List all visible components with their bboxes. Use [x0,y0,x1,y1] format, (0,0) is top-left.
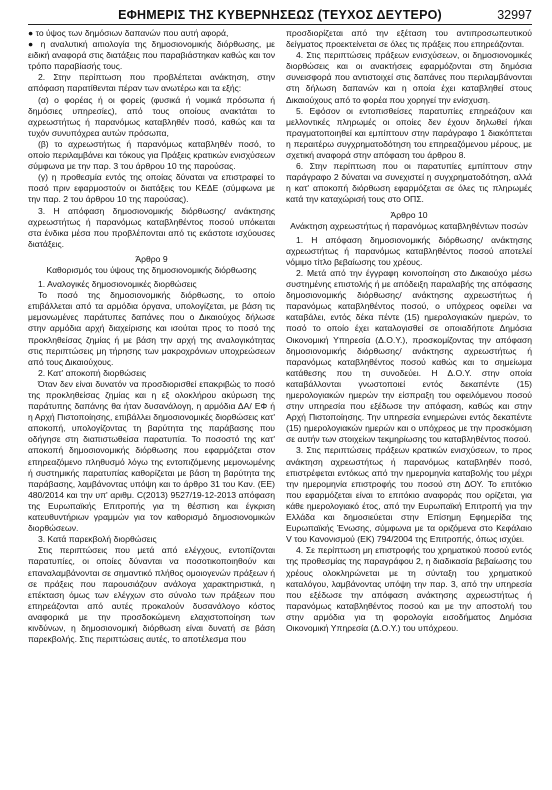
page-number: 32997 [497,8,532,22]
paragraph: 4. Στις περιπτώσεις πράξεων ενισχύσεων, οι δημοσιονομικές διορθώσεις και οι ανακτήσεις εφαρμόζονται στη δημόσια συνεισφορά που αντιστοιχεί στις δαπάνες που περιλαμβάνονται στη δήλωση δαπανών και η οποία έχει καταβληθεί στους Δικαιούχους από το φορέα που χορηγεί την ενίσχυση. [286,50,532,105]
subheading: 1. Αναλογικές δημοσιονομικές διορθώσεις [38,279,197,290]
gazette-title: ΕΦΗΜΕΡΙΣ ΤΗΣ ΚΥΒΕΡΝΗΣΕΩΣ (ΤΕΥΧΟΣ ΔΕΥΤΕΡΟ) [118,8,442,22]
subheading: 3. Κατά παρεκβολή διορθώσεις [38,534,157,545]
paragraph: 2. Μετά από την έγγραφη κοινοποίηση στο Δικαιούχο μέσω συστημένης επιστολής ή με απόδειξη παραλαβής της απόφασης δημοσιονομικής διόρθωσης/ ανάκτησης αχρεωστήτως ή παρανόμως καταβληθέντος ποσού, ο υπόχρεος οφείλει να καταβάλει, εντός δέκα πέντε (15) ημερολογιακών ημερών, το ποσό το οποίο έχει καταλογισθεί σε οποιαδήποτε Δημόσια Οικονομική Υπηρεσία (Δ.Ο.Υ.), προσκομίζοντας την απόφαση δημοσιονομικής διόρθωσης/ ανάκτησης αχρεωστήτως ή παρανόμως καταβληθέντος ποσού καθώς και το σημείωμα κατάθεσης που τη συνοδεύει. Η Δ.Ο.Υ. στην οποία καταβάλλονται γνωστοποιεί εντός δεκαπέντε (15) ημερολογιακών ημερών την είσπραξη του οφειλόμενου ποσού στην υπηρεσία που εξέδωσε την απόφαση, καθώς και στην Αρχή Πιστοποίησης. Την υπηρεσία ενημερώνει εντός δεκαπέντε (15) ημερολογιακών ημερών και ο υπόχρεος με την προσκόμιση σε αυτήν των στοιχείων τεκμηρίωσης του καταβληθέντος ποσού. [286,267,532,445]
bullet-justification: ● η αναλυτική αιτιολογία της δημοσιονομικής διόρθωσης, με ειδική αναφορά στις διατάξεις που παραβιάστηκαν καθώς και τον τρόπο παραβίασής τους. [28,39,275,72]
paragraph: Όταν δεν είναι δυνατόν να προσδιορισθεί επακριβώς το ποσό της προκληθείσας ζημίας και η εξ ολοκλήρου ακύρωση της παράτυπης δαπάνης θα ήταν δυσανάλογη, η αρμόδια ΔΑ/ ΕΦ ή η Αρχή Πιστοποίησης, επιβάλλει δημοσιονομικές διορθώσεις κατ' αποκοπή, υπολογίζοντας τη βαρύτητα της παράβασης που οδήγησε στη διαπιστωθείσα παρατυπία. Το ποσοστό της κατ' αποκοπή δημοσιονομικής διόρθωσης που εφαρμόζεται στον επηρεαζόμενο πληθυσμό λόγω της εντοπιζόμενης μεμονωμένης ή συστημικής παρατυπίας καθορίζεται με βάση τη βαρύτητα της παράβασης, λαμβάνοντας υπόψη και το άρθρο 31 του Καν. (ΕΕ) 480/2014 και την υπ' αριθμ. C(2013) 9527/19-12-2013 απόφαση της Ευρωπαϊκής Επιτροπής για τη θέσπιση και έγκριση κατευθυντήριων γραμμών για τον καθορισμό δημοσιονομικών διορθώσεων. [28,378,275,534]
paragraph: 4. Σε περίπτωση μη επιστροφής του χρηματικού ποσού εντός της προθεσμίας της παραγράφου 2, η διαδικασία βεβαίωσης του χρέους ολοκληρώνεται με τη σύνταξη του χρηματικού καταλόγου, λαμβάνοντας υπόψη την παρ. 3, από την υπηρεσία που εξέδωσε την απόφαση ανάκτησης αχρεωστήτως ή παρανόμως καταβληθέντος ποσού και με την αποστολή του στην αρμόδια για τη φορολογία εισοδήματος Δημόσια Οικονομική Υπηρεσία (Δ.Ο.Υ.) του υπόχρεου. [286,545,532,633]
right-column [286,28,532,634]
paragraph: προσδιορίζεται από την εξέταση του αντιπροσωπευτικού δείγματος προεκτείνεται σε όλες τις πράξεις που επηρεάζονται. [286,28,532,50]
article-heading: Άρθρο 9 [135,253,168,264]
paragraph: (γ) η προθεσμία εντός της οποίας δύναται να επιστραφεί το ποσό πριν εφαρμοστούν οι διατάξεις του ΚΕΔΕ (σύμφωνα με την παρ. 2 του άρθρου 10 της παρούσας). [28,172,275,205]
left-column [28,28,275,645]
article-title: Καθορισμός του ύψους της δημοσιονομικής διόρθωσης [46,264,257,275]
subheading: 2. Κατ' αποκοπή διορθώσεις [38,367,147,378]
paragraph: Στις περιπτώσεις που μετά από ελέγχους, εντοπίζονται παρατυπίες, οι οποίες δύνανται να ποσοτικοποιηθούν και επαναλαμβάνονται σε σημαντικό πλήθος ομοιογενών πράξεων ή σε πράξεις που παρουσιάζουν ανάλογα χαρακτηριστικά, η επέκταση όμως των ελέγχων στο σύνολο των πράξεων που επηρεάζονται από αυτές προκαλούν δυσανάλογο κόστος αναφορικά με την προσδοκώμενη ελαχιστοποίηση των κινδύνων, η δημοσιονομική διόρθωση είναι δυνατή σε βάση παρεκβολής. Στις περιπτώσεις αυτές, το αποτέλεσμα που [28,545,275,645]
paragraph: (β) το αχρεωστήτως ή παρανόμως καταβληθέν ποσό, το οποίο περιλαμβάνει και τόκους για Πράξεις κρατικών ενισχύσεων σύμφωνα με την παρ. 3 του άρθρου 10 της παρούσας. [28,138,275,172]
page-header [28,6,532,25]
paragraph: 5. Εφόσον οι εντοπισθείσες παρατυπίες επηρεάζουν και μελλοντικές πληρωμές οι οποίες δεν έχουν δηλωθεί ή/και πραγματοποιηθεί και εμπίπτουν στην παράγραφο 1 διακόπτεται η περαιτέρω συγχρηματοδότηση του επηρεαζόμενου μέρους, με σχετική αναφορά στην απόφαση του άρθρου 8. [286,105,532,161]
paragraph: 2. Στην περίπτωση που προβλέπεται ανάκτηση, στην απόφαση παρατίθενται πέραν των ανωτέρω και τα εξής: [28,72,275,94]
paragraph: 6. Στην περίπτωση που οι παρατυπίες εμπίπτουν στην παράγραφο 2 δύναται να συνεχιστεί η συγχρηματοδότηση, αλλά η κατ' αποκοπή διόρθωση εφαρμόζεται σε όλες τις πληρωμές κατά την καταχώρισή τους στο ΟΠΣ. [286,161,532,205]
paragraph: Το ποσό της δημοσιονομικής διόρθωσης, το οποίο επιβάλλεται από τα αρμόδια όργανα, υπολογίζεται, με βάση τις μεμονωμένες παράτυπες δαπάνες που ο Δικαιούχος δήλωσε στην αρμόδια αρχή διαχείρισης και ισούται προς το ποσό της προκληθείσας ζημίας ή με βάση την αρχή της αναλογικότητας στις περιπτώσεις μη τήρησης των μακροχρόνιων υποχρεώσεων από τους Δικαιούχους. [28,290,275,367]
paragraph: 3. Η απόφαση δημοσιονομικής διόρθωσης/ ανάκτησης αχρεωστήτως ή παρανόμως καταβληθέντος ποσού υπόκειται στα ένδικα μέσα που προβλέπονται από τις εκάστοτε ισχύουσες διατάξεις. [28,205,275,249]
bullet-amount: ● το ύψος των δημόσιων δαπανών που αυτή αφορά, [28,28,229,38]
paragraph: 1. Η απόφαση δημοσιονομικής διόρθωσης/ ανάκτησης αχρεωστήτως ή παρανόμως καταβληθέντος ποσού αποτελεί νόμιμο τίτλο βεβαίωσης του χρέους. [286,234,532,267]
article-heading: Άρθρο 10 [390,209,428,220]
paragraph: 3. Στις περιπτώσεις πράξεων κρατικών ενισχύσεων, το προς ανάκτηση αχρεωστήτως ή παρανόμως καταβληθέν ποσό, επιστρέφεται εντόκως από την ημερομηνία καταβολής του μέχρι την ημερομηνία επιστροφής του ποσού στη ΔΟΥ. Το επιτόκιο που εφαρμόζεται είναι το επιτόκιο αναφοράς που ορίζεται, για κάθε ημερολογιακό έτος, από την Ευρωπαϊκή Επιτροπή για την Ελλάδα και δημοσιεύεται στην Επίσημη Εφημερίδα της Ευρωπαϊκής Ένωσης, σύμφωνα με τα οριζόμενα στο Κεφάλαιο V του Κανονισμού (ΕΚ) 794/2004 της Επιτροπής, όπως ισχύει. [286,445,532,545]
paragraph: (α) ο φορέας ή οι φορείς (φυσικά ή νομικά πρόσωπα ή δημόσιες υπηρεσίες), από τους οποίους ανακτάται το αχρεωστήτως ή παρανόμως καταβληθέν ποσό, καθώς και τα τυχόν συνυπόχρεα αυτών πρόσωπα, [28,94,275,138]
article-title: Ανάκτηση αχρεωστήτως ή παρανόμως καταβληθέντων ποσών [290,220,528,231]
